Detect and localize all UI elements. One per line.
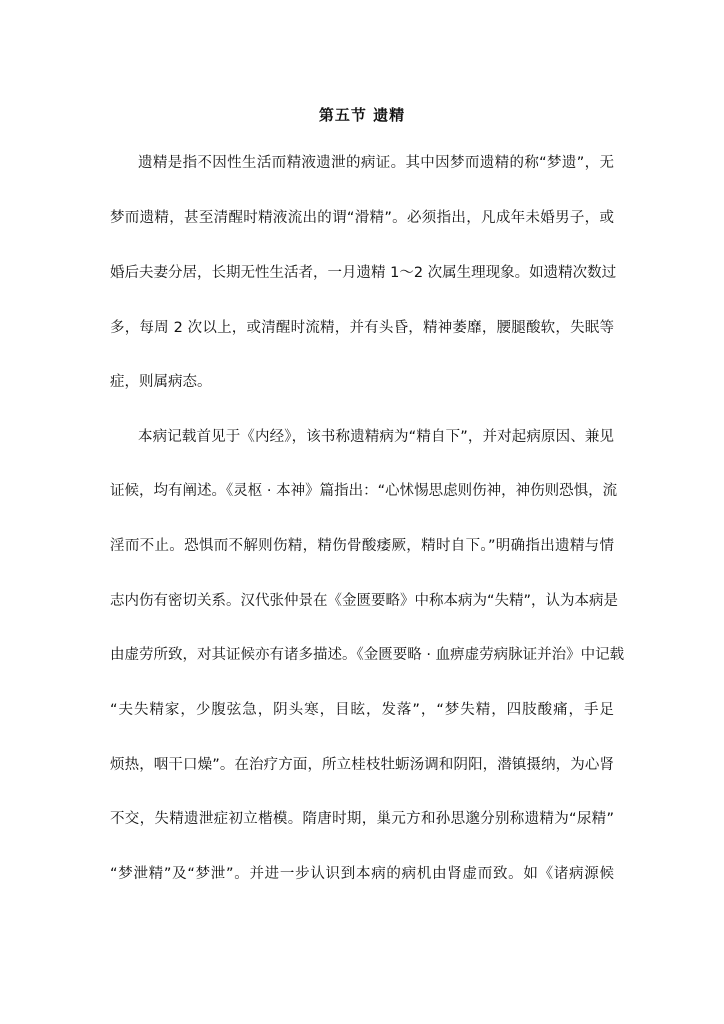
paragraph-line: 遗精是指不因性生活而精液遗泄的病证。其中因梦而遗精的称“梦遗”，无 — [138, 155, 614, 171]
paragraph-line: “梦泄精”及“梦泄”。并进一步认识到本病的病机由肾虚而致。如《诸病源候 — [110, 866, 614, 882]
paragraph-line: 本病记载首见于《内经》，该书称遗精病为“精自下”，并对起病原因、兼见 — [138, 429, 614, 445]
paragraph-line: 志内伤有密切关系。汉代张仲景在《金匮要略》中称本病为“失精”，认为本病是 — [110, 593, 619, 609]
paragraph-line: 烦热，咽干口燥”。在治疗方面，所立桂枝牡蛎汤调和阴阳，潜镇摄纳，为心肾 — [110, 757, 614, 773]
paragraph-line: 由虚劳所致，对其证候亦有诸多描述。《金匮要略 · 血痹虚劳病脉证并治》中记载 — [110, 647, 625, 663]
section-title: 第五节 遗精 — [318, 106, 406, 124]
paragraph-line: 梦而遗精，甚至清醒时精液流出的谓“滑精”。必须指出，凡成年未婚男子，或 — [110, 210, 614, 226]
paragraph-line: 不交，失精遗泄症初立楷模。隋唐时期，巢元方和孙思邈分别称遗精为“尿精” — [110, 811, 614, 827]
paragraph-line: “夫失精家，少腹弦急，阴头寒，目眩，发落”，“梦失精，四肢酸痛，手足 — [110, 702, 614, 718]
paragraph-line: 证候，均有阐述。《灵枢 · 本神》篇指出：“心怵惕思虑则伤神，神伤则恐惧，流 — [110, 483, 618, 499]
paragraph-line: 淫而不止。恐惧而不解则伤精，精伤骨酸痿厥，精时自下。”明确指出遗精与情 — [110, 538, 614, 554]
paragraph-line: 婚后夫妻分居，长期无性生活者，一月遗精 1～2 次属生理现象。如遗精次数过 — [110, 265, 617, 281]
paragraph-line: 多，每周 2 次以上，或清醒时流精，并有头昏，精神萎靡，腰腿酸软，失眠等 — [110, 320, 614, 336]
paragraph-line: 症，则属病态。 — [110, 374, 212, 390]
